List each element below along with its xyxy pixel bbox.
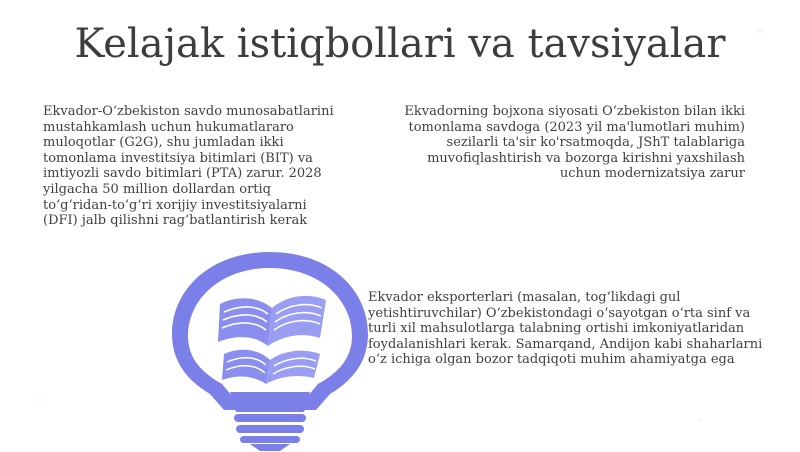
text-block-customs: Ekvadorning bojxona siyosati O‘zbekiston bilan ikki tomonlama savdoga (2023 yil ma'lumotlari muhim) sezilarli ta'sir ko'rsatmoqda, JShT talablariga muvofiqlashtirish va bozorga kirishni yaxshilash uchun modernizatsiya zarur — [404, 104, 745, 182]
lightbulb-base — [234, 414, 306, 451]
slide-title: Kelajak istiqbollari va tavsiyalar — [74, 21, 726, 67]
text-block-exporters: Ekvador eksporterlari (masalan, tog‘likdagi gul yetishtiruvchilar) O‘zbekistondagi o‘sayotgan o‘rta sinf va turli xil mahsulotlarga talabning ortishi imkoniyatlaridan foydalanishlari kerak. Samarqand, Andijon kabi shaharlarni o‘z ichiga olgan bozor tadqiqoti muhim ahamiyatga ega — [368, 290, 763, 368]
lightbulb-book-icon — [150, 242, 390, 452]
text-block-g2g: Ekvador-O‘zbekiston savdo munosabatlarini mustahkamlash uchun hukumatlararo muloqotlar (G2G), shu jumladan ikki tomonlama investitsiya bitimlari (BIT) va imtiyozli savdo bitimlari (PTA) zarur. 2028 yilgacha 50 million dollardan ortiq to‘g‘ridan-to‘g‘ri xorijiy investitsiyalarni (DFI) jalb qilishni rag‘batlantirish kerak — [43, 104, 334, 229]
